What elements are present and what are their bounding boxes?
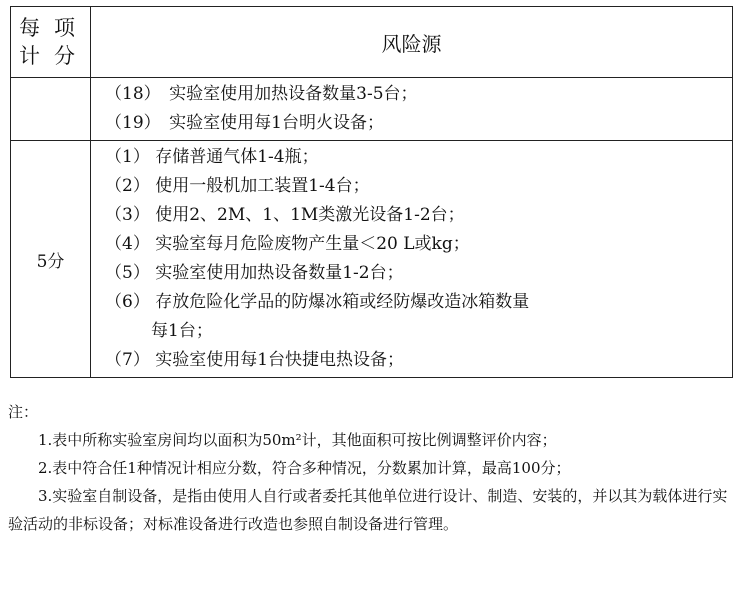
list-item: （2） 使用一般机加工装置1-4台； [105, 176, 370, 196]
note-line: 3.实验室自制设备，是指由使用人自行或者委托其他单位进行设计、制造、安装的，并以其为载体进行实验活动的非标设备；对标准设备进行改造也参照自制设备进行管理。 [8, 487, 728, 533]
list-item: （6） 存放危险化学品的防爆冰箱或经防爆改造冰箱数量 [105, 292, 530, 312]
list-item: （4） 实验室每月危险废物产生量＜20 L或kg； [105, 234, 470, 254]
list-item: （18） 实验室使用加热设备数量3-5台； [105, 84, 418, 104]
list-item-continuation: 每1台； [151, 321, 213, 341]
risk-items-cell [91, 78, 733, 141]
score-header-line1: 每项 [19, 16, 89, 40]
notes-section [8, 398, 735, 538]
list-item: （19） 实验室使用每1台明火设备； [105, 113, 384, 133]
risk-source-column-header: 风险源 [91, 7, 733, 78]
note-line: 2.表中符合任1种情况计相应分数，符合多种情况，分数累加计算，最高100分； [38, 459, 571, 477]
list-item: （5） 实验室使用加热设备数量1-2台； [105, 263, 404, 283]
score-cell [11, 78, 91, 141]
risk-source-table [10, 6, 733, 378]
table-row [11, 78, 733, 141]
score-column-header [11, 7, 91, 78]
score-header-line2: 计分 [19, 44, 89, 68]
risk-items-cell [91, 141, 733, 378]
table-header-row [11, 7, 733, 78]
table-row [11, 141, 733, 378]
list-item: （7） 实验室使用每1台快捷电热设备； [105, 350, 405, 370]
score-cell: 5分 [11, 141, 91, 378]
list-item: （1） 存储普通气体1-4瓶； [105, 147, 319, 167]
notes-label: 注： [8, 403, 39, 421]
list-item: （3） 使用2、2M、1、1M类激光设备1-2台； [105, 205, 465, 225]
note-line: 1.表中所称实验室房间均以面积为50m²计，其他面积可按比例调整评价内容； [38, 431, 557, 449]
